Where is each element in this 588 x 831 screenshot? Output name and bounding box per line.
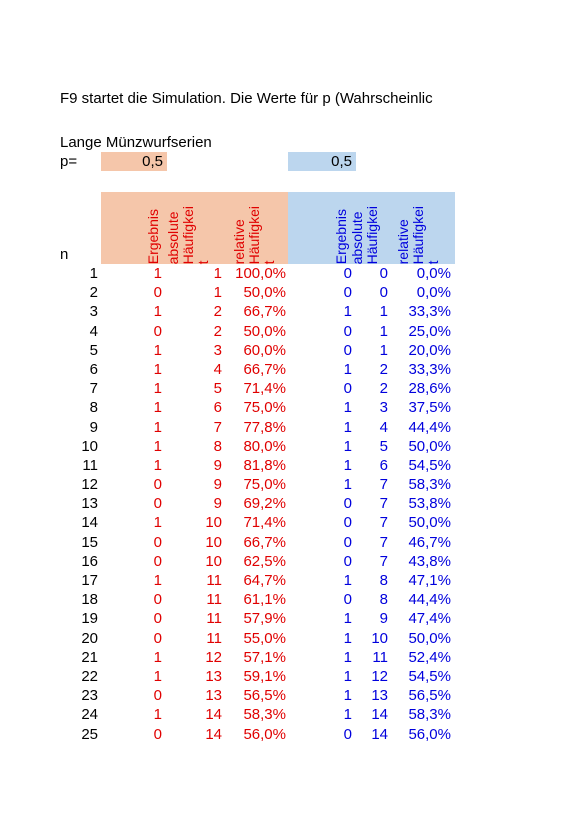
table-row — [0, 571, 588, 590]
red-absolute-cell[interactable]: 2 — [213, 322, 222, 340]
row-number[interactable]: 18 — [81, 591, 98, 609]
p-input-left[interactable] — [101, 152, 167, 171]
red-result-cell[interactable]: 0 — [153, 687, 162, 705]
blue-result-cell[interactable]: 1 — [343, 456, 352, 474]
table-row — [0, 552, 588, 571]
red-result-cell[interactable]: 0 — [153, 629, 162, 647]
table-row — [0, 609, 588, 628]
blue-absolute-cell[interactable]: 8 — [379, 591, 388, 609]
red-result-cell[interactable]: 0 — [153, 284, 162, 302]
blue-relative-cell[interactable]: 50,0% — [408, 437, 451, 455]
blue-absolute-cell[interactable]: 11 — [372, 648, 388, 666]
blue-relative-cell[interactable]: 43,8% — [408, 552, 451, 570]
table-row — [0, 494, 588, 513]
row-number[interactable]: 24 — [81, 706, 98, 724]
table-row — [0, 341, 588, 360]
table-row — [0, 322, 588, 341]
p-input-right[interactable] — [288, 152, 356, 171]
red-relative-cell[interactable]: 75,0% — [243, 476, 286, 494]
blue-result-cell[interactable]: 1 — [343, 610, 352, 628]
blue-result-cell[interactable]: 1 — [343, 648, 352, 666]
blue-result-cell[interactable]: 0 — [343, 725, 352, 743]
row-number[interactable]: 14 — [81, 514, 98, 532]
red-relative-cell[interactable]: 57,9% — [243, 610, 286, 628]
red-relative-cell[interactable]: 64,7% — [243, 572, 286, 589]
row-number[interactable]: 23 — [81, 687, 98, 705]
red-result-cell[interactable]: 1 — [153, 648, 162, 666]
blue-relative-cell[interactable]: 44,4% — [408, 418, 451, 436]
red-absolute-cell[interactable]: 8 — [213, 437, 222, 455]
blue-result-cell[interactable]: 0 — [343, 341, 352, 359]
red-relative-cell[interactable]: 61,1% — [243, 591, 286, 609]
header-blue-relative: relative Häufigkei t — [395, 205, 441, 264]
blue-absolute-cell[interactable]: 6 — [379, 456, 388, 474]
blue-relative-cell[interactable]: 47,1% — [408, 572, 451, 589]
blue-relative-cell[interactable]: 58,3% — [408, 476, 451, 494]
row-number[interactable]: 3 — [89, 303, 98, 321]
red-absolute-cell[interactable]: 10 — [205, 533, 222, 551]
blue-absolute-cell[interactable]: 14 — [371, 706, 388, 724]
red-absolute-cell[interactable]: 1 — [213, 265, 222, 282]
blue-relative-cell[interactable]: 0,0% — [416, 284, 451, 302]
blue-result-cell[interactable]: 1 — [343, 687, 352, 705]
red-relative-cell[interactable]: 71,4% — [243, 514, 286, 532]
red-absolute-cell[interactable]: 9 — [213, 495, 222, 513]
row-number[interactable]: 11 — [82, 456, 98, 474]
red-absolute-cell[interactable]: 12 — [205, 648, 222, 666]
table-row — [0, 629, 588, 648]
red-result-cell[interactable]: 0 — [153, 322, 162, 340]
red-relative-cell[interactable]: 59,1% — [243, 667, 286, 685]
red-absolute-cell[interactable]: 5 — [213, 380, 222, 398]
blue-absolute-cell[interactable]: 1 — [379, 341, 388, 359]
red-result-cell[interactable]: 0 — [153, 533, 162, 551]
red-result-cell[interactable]: 1 — [153, 380, 162, 398]
red-result-cell[interactable]: 0 — [153, 552, 162, 570]
red-relative-cell[interactable]: 66,7% — [243, 533, 286, 551]
red-relative-cell[interactable]: 60,0% — [243, 341, 286, 359]
blue-result-cell[interactable]: 0 — [343, 591, 352, 609]
blue-absolute-cell[interactable]: 9 — [379, 610, 388, 628]
blue-absolute-cell[interactable]: 0 — [379, 265, 388, 282]
red-absolute-cell[interactable]: 14 — [205, 725, 222, 743]
table-row — [0, 302, 588, 321]
table-row — [0, 513, 588, 532]
blue-relative-cell[interactable]: 46,7% — [408, 533, 451, 551]
red-result-cell[interactable]: 1 — [153, 706, 162, 724]
blue-relative-cell[interactable]: 28,6% — [408, 380, 451, 398]
red-result-cell[interactable]: 1 — [153, 360, 162, 378]
blue-result-cell[interactable]: 0 — [343, 265, 352, 282]
blue-relative-cell[interactable]: 56,5% — [408, 687, 451, 705]
blue-result-cell[interactable]: 1 — [343, 418, 352, 436]
blue-result-cell[interactable]: 0 — [343, 514, 352, 532]
blue-absolute-cell[interactable]: 2 — [379, 360, 388, 378]
blue-absolute-cell[interactable]: 7 — [379, 476, 388, 494]
row-number[interactable]: 21 — [81, 648, 98, 666]
blue-relative-cell[interactable]: 44,4% — [408, 591, 451, 609]
blue-absolute-cell[interactable]: 7 — [379, 533, 388, 551]
blue-absolute-cell[interactable]: 8 — [379, 572, 388, 589]
blue-absolute-cell[interactable]: 0 — [379, 284, 388, 302]
red-relative-cell[interactable]: 55,0% — [243, 629, 286, 647]
red-relative-cell[interactable]: 58,3% — [243, 706, 286, 724]
blue-result-cell[interactable]: 0 — [343, 284, 352, 302]
red-relative-cell[interactable]: 62,5% — [243, 552, 286, 570]
red-relative-cell[interactable]: 50,0% — [243, 284, 286, 302]
red-relative-cell[interactable]: 80,0% — [243, 437, 286, 455]
row-number[interactable]: 16 — [81, 552, 98, 570]
blue-result-cell[interactable]: 1 — [343, 667, 352, 685]
blue-relative-cell[interactable]: 52,4% — [408, 648, 451, 666]
blue-result-cell[interactable]: 1 — [343, 476, 352, 494]
blue-relative-cell[interactable]: 20,0% — [408, 341, 451, 359]
red-result-cell[interactable]: 0 — [153, 495, 162, 513]
blue-relative-cell[interactable]: 37,5% — [408, 399, 451, 417]
red-result-cell[interactable]: 0 — [153, 610, 162, 628]
blue-absolute-cell[interactable]: 13 — [371, 687, 388, 705]
table-row — [0, 437, 588, 456]
row-number[interactable]: 13 — [81, 495, 98, 513]
red-absolute-cell[interactable]: 11 — [206, 591, 222, 609]
blue-result-cell[interactable]: 1 — [343, 360, 352, 378]
sheet-title: Lange Münzwurfserien — [60, 134, 212, 151]
table-row — [0, 456, 588, 475]
red-absolute-cell[interactable]: 1 — [213, 284, 222, 302]
row-number[interactable]: 12 — [81, 476, 98, 494]
blue-absolute-cell[interactable]: 2 — [379, 380, 388, 398]
row-number[interactable]: 22 — [81, 667, 98, 685]
red-result-cell[interactable]: 1 — [153, 514, 162, 532]
row-number[interactable]: 5 — [89, 341, 98, 359]
blue-relative-cell[interactable]: 54,5% — [408, 456, 451, 474]
red-absolute-cell[interactable]: 14 — [205, 706, 222, 724]
red-result-cell[interactable]: 0 — [153, 591, 162, 609]
blue-absolute-cell[interactable]: 1 — [379, 303, 388, 321]
red-relative-cell[interactable]: 66,7% — [243, 303, 286, 321]
red-absolute-cell[interactable]: 9 — [213, 456, 222, 474]
blue-relative-cell[interactable]: 25,0% — [408, 322, 451, 340]
blue-relative-cell[interactable]: 47,4% — [408, 610, 451, 628]
blue-relative-cell[interactable]: 33,3% — [408, 360, 451, 378]
blue-result-cell[interactable]: 0 — [343, 533, 352, 551]
red-result-cell[interactable]: 1 — [153, 341, 162, 359]
red-result-cell[interactable]: 1 — [153, 437, 162, 455]
data-table — [0, 264, 588, 744]
blue-result-cell[interactable]: 0 — [343, 322, 352, 340]
blue-absolute-cell[interactable]: 12 — [371, 667, 388, 685]
blue-relative-cell[interactable]: 33,3% — [408, 303, 451, 321]
blue-result-cell[interactable]: 1 — [343, 629, 352, 647]
n-column-label: n — [60, 246, 69, 263]
red-relative-cell[interactable]: 56,0% — [243, 725, 286, 743]
red-result-cell[interactable]: 1 — [153, 418, 162, 436]
blue-result-cell[interactable]: 1 — [343, 437, 352, 455]
red-relative-cell[interactable]: 77,8% — [243, 418, 286, 436]
p-left-value: 0,5 — [142, 153, 163, 170]
row-number[interactable]: 17 — [81, 572, 98, 589]
blue-result-cell[interactable]: 0 — [343, 380, 352, 398]
p-label: p= — [60, 153, 78, 170]
table-row — [0, 686, 588, 705]
table-row — [0, 533, 588, 552]
blue-relative-cell[interactable]: 54,5% — [408, 667, 451, 685]
red-relative-cell[interactable]: 66,7% — [243, 360, 286, 378]
blue-result-cell[interactable]: 1 — [343, 572, 352, 589]
red-result-cell[interactable]: 0 — [153, 476, 162, 494]
red-relative-cell[interactable]: 57,1% — [243, 648, 286, 666]
header-red-absolute: absolute Häufigkei t — [165, 205, 211, 264]
red-relative-cell[interactable]: 50,0% — [243, 322, 286, 340]
blue-absolute-cell[interactable]: 7 — [379, 514, 388, 532]
table-row — [0, 590, 588, 609]
row-number[interactable]: 7 — [89, 380, 98, 398]
blue-absolute-cell[interactable]: 5 — [379, 437, 388, 455]
table-row — [0, 360, 588, 379]
red-result-cell[interactable]: 1 — [153, 399, 162, 417]
red-relative-cell[interactable]: 71,4% — [243, 380, 286, 398]
red-absolute-cell[interactable]: 9 — [213, 476, 222, 494]
table-row — [0, 398, 588, 417]
red-absolute-cell[interactable]: 2 — [213, 303, 222, 321]
table-row — [0, 283, 588, 302]
blue-absolute-cell[interactable]: 7 — [379, 495, 388, 513]
row-number[interactable]: 1 — [89, 265, 98, 282]
red-relative-cell[interactable]: 100,0% — [235, 265, 286, 282]
red-absolute-cell[interactable]: 7 — [213, 418, 222, 436]
red-absolute-cell[interactable]: 13 — [205, 687, 222, 705]
row-number[interactable]: 20 — [81, 629, 98, 647]
red-result-cell[interactable]: 1 — [153, 667, 162, 685]
blue-result-cell[interactable]: 0 — [343, 552, 352, 570]
red-relative-cell[interactable]: 75,0% — [243, 399, 286, 417]
blue-relative-cell[interactable]: 0,0% — [416, 265, 451, 282]
table-row — [0, 264, 588, 283]
row-number[interactable]: 15 — [81, 533, 98, 551]
row-number[interactable]: 9 — [89, 418, 98, 436]
red-absolute-cell[interactable]: 11 — [206, 629, 222, 647]
blue-result-cell[interactable]: 0 — [343, 495, 352, 513]
red-absolute-cell[interactable]: 10 — [205, 552, 222, 570]
blue-relative-cell[interactable]: 50,0% — [408, 629, 451, 647]
blue-absolute-cell[interactable]: 3 — [379, 399, 388, 417]
blue-result-cell[interactable]: 1 — [343, 706, 352, 724]
red-relative-cell[interactable]: 69,2% — [243, 495, 286, 513]
row-number[interactable]: 6 — [89, 360, 98, 378]
header-blue-absolute: absolute Häufigkei — [349, 205, 380, 264]
row-number[interactable]: 25 — [81, 725, 98, 743]
table-row — [0, 648, 588, 667]
blue-absolute-cell[interactable]: 1 — [379, 322, 388, 340]
red-result-cell[interactable]: 1 — [153, 303, 162, 321]
header-red-relative: relative Häufigkei t — [231, 205, 277, 264]
row-number[interactable]: 2 — [89, 284, 98, 302]
red-result-cell[interactable]: 1 — [153, 456, 162, 474]
red-relative-cell[interactable]: 81,8% — [243, 456, 286, 474]
blue-relative-cell[interactable]: 53,8% — [408, 495, 451, 513]
table-row — [0, 379, 588, 398]
table-row — [0, 418, 588, 437]
blue-relative-cell[interactable]: 50,0% — [408, 514, 451, 532]
row-number[interactable]: 10 — [81, 437, 98, 455]
blue-result-cell[interactable]: 1 — [343, 303, 352, 321]
red-absolute-cell[interactable]: 3 — [213, 341, 222, 359]
table-row — [0, 725, 588, 744]
red-absolute-cell[interactable]: 13 — [205, 667, 222, 685]
row-number[interactable]: 8 — [89, 399, 98, 417]
blue-absolute-cell[interactable]: 10 — [371, 629, 388, 647]
red-result-cell[interactable]: 1 — [153, 265, 162, 282]
header-red-result: Ergebnis — [145, 208, 161, 264]
red-relative-cell[interactable]: 56,5% — [243, 687, 286, 705]
red-absolute-cell[interactable]: 6 — [213, 399, 222, 417]
header-blue-result: Ergebnis — [333, 208, 349, 264]
blue-relative-cell[interactable]: 58,3% — [408, 706, 451, 724]
table-row — [0, 667, 588, 686]
p-right-value: 0,5 — [331, 153, 352, 170]
blue-absolute-cell[interactable]: 4 — [379, 418, 388, 436]
red-result-cell[interactable]: 1 — [153, 572, 162, 589]
blue-absolute-cell[interactable]: 7 — [379, 552, 388, 570]
blue-absolute-cell[interactable]: 14 — [371, 725, 388, 743]
table-row — [0, 705, 588, 724]
red-absolute-cell[interactable]: 11 — [206, 572, 222, 589]
row-number[interactable]: 4 — [89, 322, 98, 340]
red-result-cell[interactable]: 0 — [153, 725, 162, 743]
red-absolute-cell[interactable]: 10 — [205, 514, 222, 532]
intro-text: F9 startet die Simulation. Die Werte für p (Wahrscheinlic — [60, 90, 433, 107]
red-absolute-cell[interactable]: 4 — [213, 360, 222, 378]
row-number[interactable]: 19 — [81, 610, 98, 628]
red-absolute-cell[interactable]: 11 — [206, 610, 222, 628]
blue-relative-cell[interactable]: 56,0% — [408, 725, 451, 743]
blue-result-cell[interactable]: 1 — [343, 399, 352, 417]
table-row — [0, 475, 588, 494]
